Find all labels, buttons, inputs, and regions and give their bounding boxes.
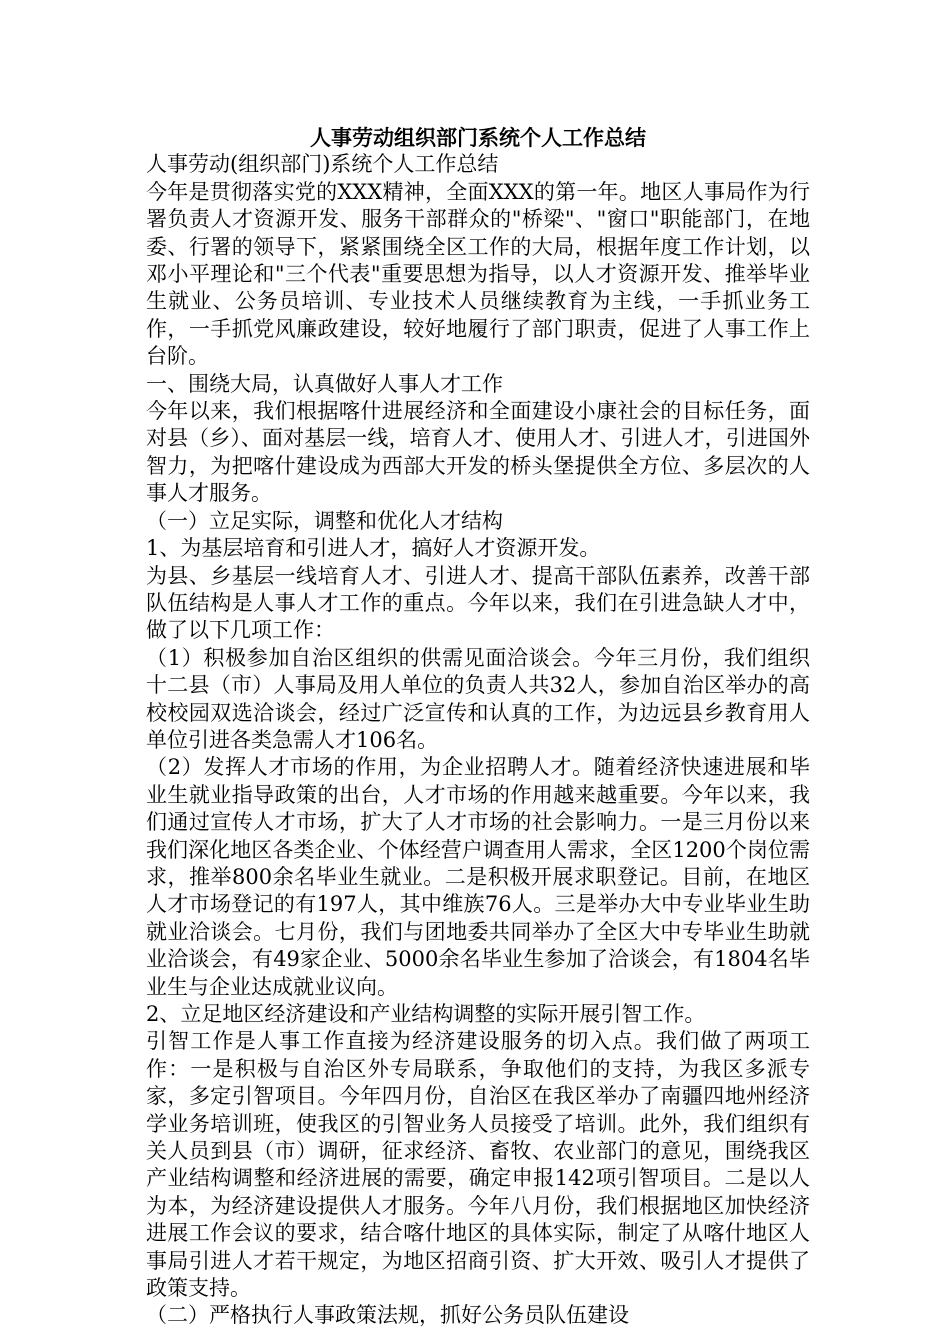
point-2-paragraph: （2）发挥人才市场的作用，为企业招聘人才。随着经济快速进展和毕业生就业指导政策的出台，人才市场的作用越来越重要。今年以来，我们通过宣传人才市场，扩大了人才市场的社会影响力。一是三月份以来我们深化地区各类企业、个体经营户调查用人需求，全区1200个岗位需求，推举800余名毕业生就业。二是积极开展求职登记。目前，在地区人才市场登记的有197人，其中维族76人。三是举办大中专业毕业生助就业洽谈会。七月份，我们与团地委共同举办了全区大中专毕业生助就业洽谈会，有49家企业、5000余名毕业生参加了洽谈会，有1804名毕业生与企业达成就业议向。 xyxy=(146,755,810,999)
item-1-paragraph: 为县、乡基层一线培育人才、引进人才、提高干部队伍素养，改善干部队伍结构是人事人才工作的重点。今年以来，我们在引进急缺人才中，做了以下几项工作： xyxy=(146,563,810,643)
subsection-heading-2: （二）严格执行人事政策法规，抓好公务员队伍建设 xyxy=(146,1303,629,1328)
item-2-paragraph: 引智工作是人事工作直接为经济建设服务的切入点。我们做了两项工作：一是积极与自治区外专局联系，争取他们的支持，为我区多派专家，多定引智项目。今年四月份，自治区在我区举办了南疆四地州经济学业务培训班，使我区的引智业务人员接受了培训。此外，我们组织有关人员到县（市）调研，征求经济、畜牧、农业部门的意见，围绕我区产业结构调整和经济进展的需要，确定申报142项引智项目。二是以人为本，为经济建设提供人才服务。今年八月份，我们根据地区加快经济进展工作会议的要求，结合喀什地区的具体实际，制定了从喀什地区人事局引进人才若干规定，为地区招商引资、扩大开效、吸引人才提供了政策支持。 xyxy=(146,1029,810,1301)
document-page xyxy=(146,124,810,1330)
section-1-paragraph: 今年以来，我们根据喀什进展经济和全面建设小康社会的目标任务，面对县（乡）、面对基层一线，培育人才、使用人才、引进人才，引进国外智力，为把喀什建设成为西部大开发的桥头堡提供全方位、多层次的人事人才服务。 xyxy=(146,399,810,506)
item-heading-2: 2、立足地区经济建设和产业结构调整的实际开展引智工作。 xyxy=(146,1002,706,1026)
document-title: 人事劳动组织部门系统个人工作总结 xyxy=(310,125,646,150)
item-heading-1: 1、为基层培育和引进人才，搞好人才资源开发。 xyxy=(146,536,601,561)
subsection-heading-1: （一）立足实际，调整和优化人才结构 xyxy=(146,508,503,533)
point-1-paragraph: （1）积极参加自治区组织的供需见面洽谈会。今年三月份，我们组织十二县（市）人事局及用人单位的负责人共32人，参加自治区举办的高校校园双选洽谈会，经过广泛宣传和认真的工作，为边远县乡教育用人单位引进各类急需人才106名。 xyxy=(146,645,810,752)
section-heading-1: 一、围绕大局，认真做好人事人才工作 xyxy=(146,371,503,396)
intro-paragraph: 今年是贯彻落实党的XXX精神，全面XXX的第一年。地区人事局作为行署负责人才资源开发、服务干部群众的"桥梁"、"窗口"职能部门，在地委、行署的领导下，紧紧围绕全区工作的大局，根据年度工作计划，以邓小平理论和"三个代表"重要思想为指导，以人才资源开发、推举毕业生就业、公务员培训、专业技术人员继续教育为主线，一手抓业务工作，一手抓党风廉政建设，较好地履行了部门职责，促进了人事工作上台阶。 xyxy=(146,179,810,369)
document-subtitle: 人事劳动(组织部门)系统个人工作总结 xyxy=(146,152,499,177)
